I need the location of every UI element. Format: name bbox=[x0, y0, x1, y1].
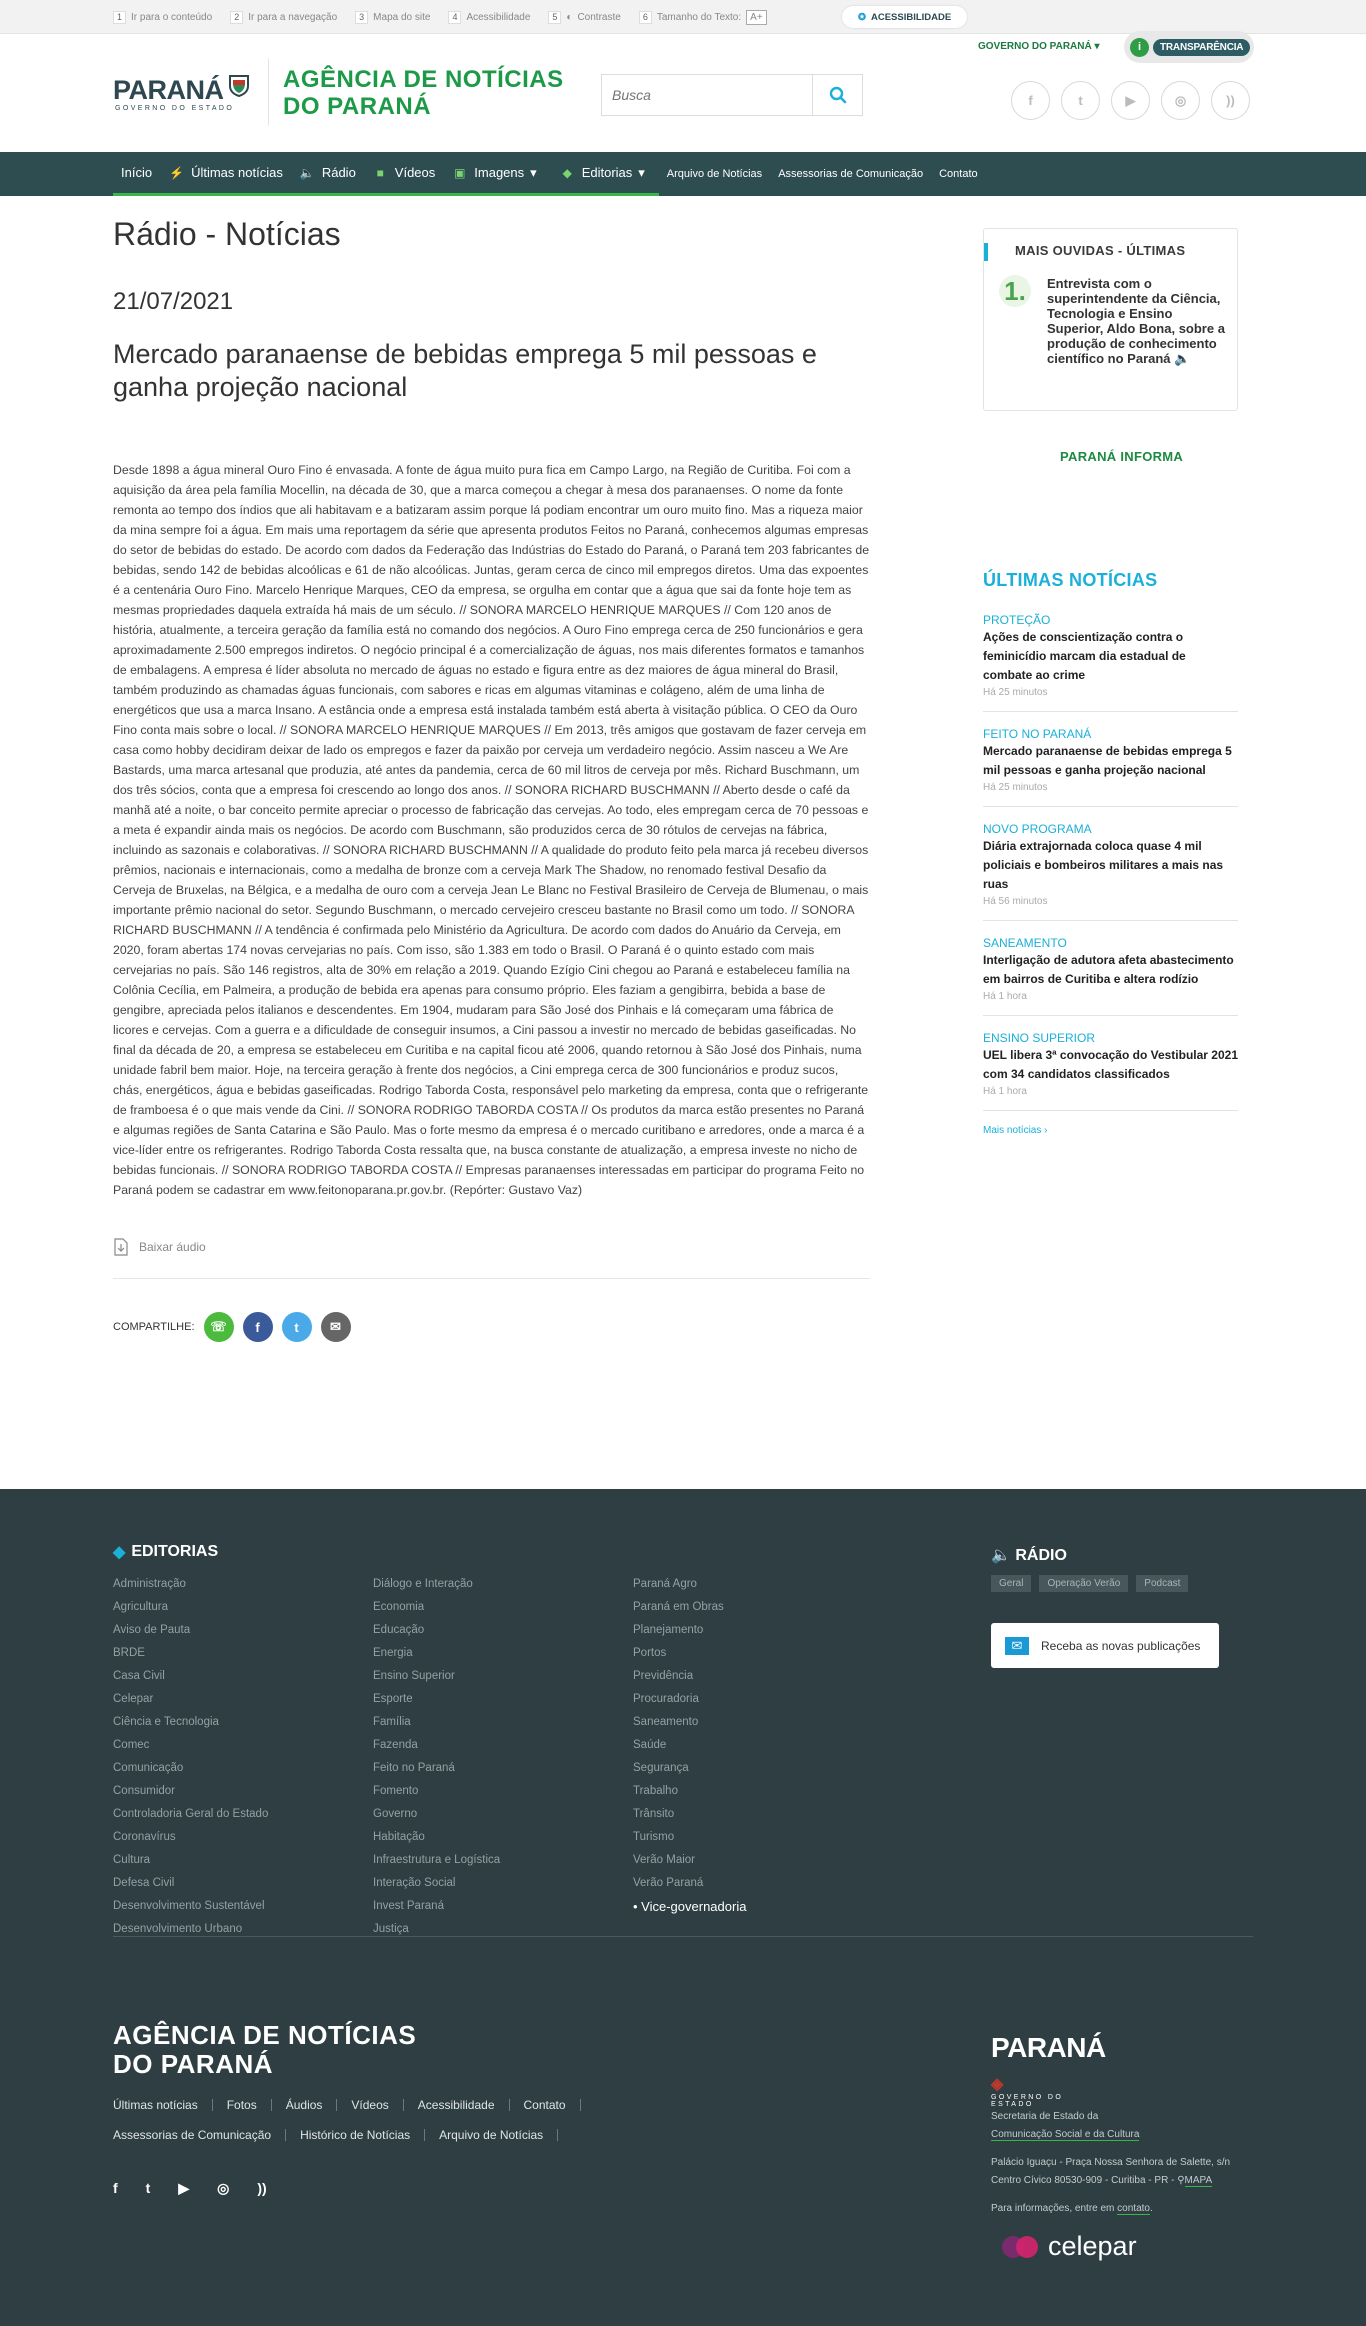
search-input[interactable] bbox=[602, 75, 812, 115]
editorias-heading bbox=[113, 1542, 218, 1562]
editoria-link[interactable]: Casa Civil bbox=[113, 1670, 165, 1682]
editoria-link[interactable]: Governo bbox=[373, 1808, 418, 1820]
rank-number: 1. bbox=[999, 275, 1031, 307]
article-date: 21/07/2021 bbox=[113, 288, 234, 315]
editoria-link[interactable]: BRDE bbox=[113, 1647, 145, 1659]
editoria-link[interactable]: Paraná em Obras bbox=[633, 1601, 724, 1613]
footer-link[interactable]: Fotos bbox=[227, 2099, 272, 2111]
editoria-link[interactable]: Coronavírus bbox=[113, 1831, 176, 1843]
news-title: Mercado paranaense de bebidas emprega 5 mil pessoas e ganha projeção nacional bbox=[983, 744, 1232, 777]
acc-item-label: Ir para o conteúdo bbox=[131, 11, 213, 23]
acessibilidade-button[interactable] bbox=[842, 6, 967, 28]
facebook-icon[interactable]: f bbox=[113, 2180, 118, 2196]
section-title: Rádio - Notícias bbox=[113, 216, 341, 252]
editoria-link[interactable]: Cultura bbox=[113, 1854, 151, 1866]
footer-gov-logo-word bbox=[991, 2032, 1106, 2096]
editoria-link[interactable]: Controladoria Geral do Estado bbox=[113, 1808, 269, 1820]
agency-title-line1: AGÊNCIA DE NOTÍCIAS bbox=[283, 66, 564, 93]
site-header bbox=[0, 34, 1366, 152]
editoria-link[interactable]: • Vice-governadoria bbox=[633, 1899, 747, 1914]
footer-parana-logo[interactable] bbox=[991, 2032, 1106, 2108]
editoria-link[interactable]: Turismo bbox=[633, 1831, 675, 1843]
editoria-link[interactable]: Justiça bbox=[373, 1923, 409, 1935]
map-link[interactable]: MAPA bbox=[1184, 2175, 1213, 2186]
editoria-link[interactable]: Família bbox=[373, 1716, 411, 1728]
news-category: FEITO NO PARANÁ bbox=[983, 727, 1092, 741]
editoria-link[interactable]: Diálogo e Interação bbox=[373, 1578, 473, 1590]
news-title: Ações de conscientização contra o feminicídio marcam dia estadual de combate ao crime bbox=[983, 630, 1186, 682]
news-time: Há 56 minutos bbox=[983, 896, 1048, 907]
editoria-link[interactable]: Defesa Civil bbox=[113, 1877, 175, 1889]
news-time: Há 25 minutos bbox=[983, 782, 1048, 793]
footer-link[interactable]: Vídeos bbox=[351, 2099, 403, 2111]
latest-news-title: ÚLTIMAS NOTÍCIAS bbox=[983, 570, 1158, 590]
nav-label: Início bbox=[121, 165, 153, 180]
map-pin-icon: ⚲ bbox=[1177, 2175, 1185, 2186]
facebook-share-icon[interactable]: f bbox=[243, 1312, 273, 1342]
info-icon: i bbox=[1130, 38, 1149, 57]
nav-label: Rádio bbox=[321, 165, 356, 180]
accessibility-icon: ✪ bbox=[858, 11, 866, 23]
logo-separator bbox=[268, 58, 269, 126]
footer-address bbox=[991, 2108, 1244, 2218]
nav-label: Vídeos bbox=[394, 165, 436, 180]
editoria-link[interactable]: Comunicação bbox=[113, 1762, 184, 1774]
governo-do-parana-dropdown[interactable] bbox=[978, 41, 1100, 52]
search-icon bbox=[829, 86, 847, 104]
editoria-link[interactable]: Planejamento bbox=[633, 1624, 704, 1636]
news-item[interactable] bbox=[983, 807, 1238, 921]
caret-down-icon: ▾ bbox=[638, 164, 645, 180]
acc-item-label: Acessibilidade bbox=[466, 11, 531, 23]
tags-icon: ◆ bbox=[562, 165, 572, 180]
agency-title-link[interactable] bbox=[283, 66, 564, 120]
shortcut-key: 2 bbox=[230, 11, 243, 24]
news-category: SANEAMENTO bbox=[983, 936, 1067, 950]
info-text: Para informações, entre em bbox=[991, 2203, 1115, 2214]
news-category: NOVO PROGRAMA bbox=[983, 822, 1092, 836]
news-title: Interligação de adutora afeta abastecimento em bairros de Curitiba e altera rodízio bbox=[983, 953, 1234, 986]
whatsapp-share-icon[interactable]: ☏ bbox=[204, 1312, 234, 1342]
news-category: ENSINO SUPERIOR bbox=[983, 1031, 1096, 1045]
accessibility-link[interactable] bbox=[448, 11, 530, 24]
nav-item-assessorias[interactable] bbox=[770, 152, 931, 196]
contact-link[interactable]: contato bbox=[1117, 2203, 1150, 2214]
editoria-link[interactable]: Paraná Agro bbox=[633, 1578, 697, 1590]
site-footer bbox=[0, 1489, 1366, 2326]
editoria-link[interactable]: Habitação bbox=[373, 1831, 425, 1843]
article bbox=[113, 214, 870, 1342]
editoria-link[interactable]: Procuradoria bbox=[633, 1693, 699, 1705]
accessibility-bar bbox=[0, 0, 1366, 34]
parana-gov-logo[interactable] bbox=[113, 43, 254, 115]
nav-item-inicio[interactable] bbox=[113, 152, 160, 196]
news-item[interactable] bbox=[983, 591, 1238, 712]
shortcut-key: 4 bbox=[448, 11, 461, 24]
shortcut-key: 3 bbox=[355, 11, 368, 24]
acessibilidade-label: ACESSIBILIDADE bbox=[870, 11, 952, 23]
gov-link-label: GOVERNO DO PARANÁ bbox=[978, 41, 1092, 52]
footer-link[interactable]: Acessibilidade bbox=[418, 2099, 510, 2111]
editorias-column-1 bbox=[113, 1573, 363, 1941]
editoria-link[interactable]: Previdência bbox=[633, 1670, 694, 1682]
news-time: Há 25 minutos bbox=[983, 687, 1048, 698]
editoria-link[interactable]: Verão Paraná bbox=[633, 1877, 704, 1889]
editoria-link[interactable]: Comec bbox=[113, 1739, 150, 1751]
nav-item-videos[interactable] bbox=[364, 152, 443, 196]
editoria-link[interactable]: Fomento bbox=[373, 1785, 419, 1797]
most-heard-title: MAIS OUVIDAS - ÚLTIMAS bbox=[984, 243, 1185, 261]
agency-title-line2: DO PARANÁ bbox=[283, 93, 432, 120]
address-line3: Palácio Iguaçu - Praça Nossa Senhora de Salette, s/n bbox=[991, 2157, 1231, 2168]
footer-links-row1 bbox=[113, 2099, 595, 2111]
image-icon: ▣ bbox=[454, 165, 466, 180]
editoria-link[interactable]: Celepar bbox=[113, 1693, 154, 1705]
news-title: UEL libera 3ª convocação do Vestibular 2021 com 34 candidatos classificados bbox=[983, 1048, 1238, 1081]
instagram-icon[interactable]: ◎ bbox=[217, 2180, 230, 2196]
footer-agency-line2: DO PARANÁ bbox=[113, 2049, 274, 2079]
shortcut-key: 6 bbox=[639, 11, 652, 24]
editorias-column-3 bbox=[633, 1573, 883, 1918]
news-time: Há 1 hora bbox=[983, 991, 1027, 1002]
editoria-link[interactable]: Invest Paraná bbox=[373, 1900, 444, 1912]
footer-gov-logo-sub: GOVERNO DO ESTADO bbox=[991, 2094, 1064, 2108]
editorias-title: EDITORIAS bbox=[131, 1543, 219, 1560]
nav-item-arquivo[interactable] bbox=[659, 152, 770, 196]
twitter-icon[interactable]: t bbox=[1061, 81, 1100, 120]
editoria-link[interactable]: Interação Social bbox=[373, 1877, 456, 1889]
shortcut-key: 5 bbox=[548, 11, 561, 24]
share-label: COMPARTILHE: bbox=[113, 1321, 195, 1333]
footer-link[interactable]: Últimas notícias bbox=[113, 2099, 213, 2111]
editoria-link[interactable]: Verão Maior bbox=[633, 1854, 696, 1866]
nav-label: Últimas notícias bbox=[191, 165, 283, 180]
nav-label: Assessorias de Comunicação bbox=[778, 168, 924, 180]
radio-tag[interactable]: Operação Verão bbox=[1039, 1575, 1128, 1592]
editoria-link[interactable]: Economia bbox=[373, 1601, 425, 1613]
news-item[interactable] bbox=[983, 1016, 1238, 1111]
speaker-icon: 🔈 bbox=[991, 1547, 1011, 1564]
lightning-icon: ⚡ bbox=[169, 165, 185, 180]
footer-link[interactable]: Contato bbox=[524, 2099, 581, 2111]
contrast-icon: ◐ bbox=[566, 11, 573, 23]
editoria-link[interactable]: Agricultura bbox=[113, 1601, 168, 1613]
editoria-link[interactable]: Desenvolvimento Urbano bbox=[113, 1923, 243, 1935]
twitter-share-icon[interactable]: t bbox=[282, 1312, 312, 1342]
accessibility-links bbox=[113, 0, 767, 34]
radio-tag[interactable]: Podcast bbox=[1136, 1575, 1188, 1592]
editoria-link[interactable]: Saneamento bbox=[633, 1716, 699, 1728]
address-line4-row bbox=[991, 2172, 1244, 2190]
speaker-icon: 🔈 bbox=[299, 165, 315, 180]
celepar-logo[interactable] bbox=[1002, 2231, 1137, 2262]
editoria-link[interactable]: Feito no Paraná bbox=[373, 1762, 455, 1774]
acc-item-label: Contraste bbox=[577, 11, 621, 23]
editoria-link[interactable]: Trânsito bbox=[633, 1808, 675, 1820]
nav-item-editorias[interactable] bbox=[545, 152, 659, 196]
nav-label: Arquivo de Notícias bbox=[666, 168, 763, 180]
editoria-link[interactable]: Infraestrutura e Logística bbox=[373, 1854, 501, 1866]
increase-text-button[interactable]: A+ bbox=[746, 10, 767, 25]
download-audio-link[interactable] bbox=[113, 1238, 870, 1256]
nav-item-radio[interactable] bbox=[291, 152, 364, 196]
nav-label: Contato bbox=[939, 168, 978, 180]
transparency-label: TRANSPARÊNCIA bbox=[1153, 39, 1250, 56]
subscribe-label: Receba as novas publicações bbox=[1041, 1638, 1201, 1653]
acc-item-label: Ir para a navegação bbox=[248, 11, 338, 23]
celepar-mark-icon bbox=[1002, 2235, 1042, 2259]
editoria-link[interactable]: Educação bbox=[373, 1624, 425, 1636]
caret-down-icon: ▾ bbox=[530, 164, 537, 180]
envelope-icon: ✉ bbox=[1005, 1637, 1029, 1655]
footer-agency-line1: AGÊNCIA DE NOTÍCIAS bbox=[113, 2020, 417, 2050]
footer-link[interactable]: Arquivo de Notícias bbox=[439, 2129, 558, 2141]
more-news-link[interactable]: Mais notícias › bbox=[983, 1125, 1048, 1136]
address-line4: Centro Cívico 80530-909 - Curitiba - PR - bbox=[991, 2175, 1175, 2186]
footer-links-row2 bbox=[113, 2129, 572, 2141]
download-file-icon bbox=[113, 1238, 129, 1256]
footer-agency-title bbox=[113, 2021, 416, 2079]
news-category: PROTEÇÃO bbox=[983, 613, 1051, 627]
most-heard-item[interactable] bbox=[1047, 276, 1231, 366]
rss-icon[interactable]: )) bbox=[257, 2180, 267, 2196]
editoria-link[interactable]: Esporte bbox=[373, 1693, 413, 1705]
article-divider bbox=[113, 1278, 870, 1279]
address-line1: Secretaria de Estado da bbox=[991, 2111, 1099, 2122]
coat-of-arms-icon: ◈ bbox=[991, 2076, 1003, 2093]
search-box bbox=[601, 74, 863, 116]
editoria-link[interactable]: Administração bbox=[113, 1578, 186, 1590]
parana-informa-logo[interactable]: PARANÁ INFORMA bbox=[1060, 449, 1184, 464]
speaker-icon: 🔈 bbox=[1174, 351, 1191, 366]
news-item[interactable] bbox=[983, 712, 1238, 807]
article-body: Desde 1898 a água mineral Ouro Fino é envasada. A fonte de água muito pura fica em Campo Largo, na Região de Curitiba. Foi com a aquisição da área pela família Mocellin, na década de 30, que a marca começou a chegar à mesa dos paranaenses. O nome da fonte remonta ao tempo dos índios que ali habitavam e a batizaram assim porque lá podiam encontrar um ouro muito fino. Mas a riqueza maior da mina sempre foi a água. Em mais uma reportagem da série que apresenta produtos Feitos no Paraná, conhecemos algumas empresas do setor de bebidas do estado. De acordo com dados da Federação das Indústrias do Estado do Paraná, o Paraná tem 203 fabricantes de bebidas, sendo 142 de bebidas alcoólicas e 61 de não alcoólicas. Juntas, geram cerca de cinco mil empregos diretos. Uma das expoentes é a centenária Ouro Fino. Marcelo Henrique Marques, CEO da empresa, se orgulha em contar que a água que sai da fonte hoje tem as mesmas propriedades daquela extraída há mais de um século. // SONORA MARCELO HENRIQUE MARQUES // Com 120 anos de história, atualmente, a terceira geração da família está no comando dos negócios. A Ouro Fino emprega cerca de 250 funcionários e gera aproximadamente 2.500 empregos indiretos. O negócio principal é a comercialização de águas, nos mais diferentes formatos e tamanhos de embalagens. A empresa é líder absoluta no mercado de águas no estado e figura entre as dez maiores de água mineral do Brasil, também produzindo as chamadas águas funcionais, com sabores e ricas em algumas vitaminas e colágeno, além de uma linha de energéticos que usa a marca Insano. A estância onde a empresa está instalada também está aberta à visitação pública. O CEO da Ouro Fino conta mais sobre o local. // SONORA MARCELO HENRIQUE MARQUES // Em 2013, três amigos que gostavam de fazer cerveja em casa como hobby decidiram deixar de lado os empregos e fazer da paixão por cerveja um verdadeiro negócio. Assim nasceu a We Are Bastards, uma marca artesanal que produzia, até antes da pandemia, cerca de 60 mil litros de cerveja por mês. Richard Buschmann, um dos três sócios, conta que a empresa foi crescendo ao longo dos anos. // SONORA RICHARD BUSCHMANN // Aberto desde o café da manhã até a noite, o bar conceito permite apreciar o processo de fabricação das cervejas. Ao todo, eles empregam cerca de 70 pessoas e a meta é expandir ainda mais os negócios. De acordo com Buschmann, são produzidos cerca de 30 rótulos de cervejas na fábrica, incluindo as sazonais e colaborativas. // SONORA RICHARD BUSCHMANN // A qualidade do produto feito pela marca já recebeu diversos prêmios, nacionais e internacionais, como a medalha de bronze com a cerveja Mark The Shadow, no renomado festival Desafio da Cerveja de Bruxelas, na Bélgica, e a medalha de ouro com a cerveja Jean Le Blanc no Festival Brasileiro de Cerveja de Blumenau, o mais importante prêmio nacional do setor. Segundo Buschmann, o mercado cervejeiro cresceu bastante no Brasil como um todo. // SONORA RICHARD BUSCHMANN // A tendência é confirmada pelo Ministério da Agricultura. De acordo com dados do Anuário da Cerveja, em 2020, foram abertas 174 novas cervejarias no país. Com isso, são 1.383 em todo o Brasil. O Paraná é o quinto estado com mais cervejarias no país. São 146 registros, alta de 30% em relação a 2019. Quando Ezígio Cini chegou ao Paraná e estabeleceu família na Colônia Cecília, em Palmeira, a produção de bebida era apenas para consumo próprio. Eles faziam a gengibirra, bebida a base de gengibre, apreciada pelos italianos e descendentes. Em 1904, mudaram para São José dos Pinhais e lá começaram uma fábrica de licores e cervejas. Com a guerra e a dificuldade de conseguir insumos, a Cini passou a investir no mercado de bebidas gaseificadas. No final da década de 20, a empresa se estabeleceu em Curitiba e na capital ficou até 2006, quando retornou à São José dos Pinhais, numa unidade fabril bem maior. Hoje, na terceira geração à frente dos negócios, a Cini emprega cerca de 300 funcionários e produz sucos, chás, energéticos, água e bebidas gaseificadas. Rodrigo Taborda Costa, responsável pelo marketing da empresa, conta que o refrigerante de framboesa é o que mais vende da Cini. // SONORA RODRIGO TABORDA COSTA // Os produtos da marca estão presentes no Paraná e algumas regiões de Santa Catarina e São Paulo. Mas o forte mesmo da empresa é o mercado curitibano e arredores, onde a marca é a vice-líder entre os refrigerantes. Rodrigo Taborda Costa ressalta que, na busca constante de atualização, a empresa investe no nicho de bebidas funcionais. // SONORA RODRIGO TABORDA COSTA // Empresas paranaenses interessadas em participar do programa Feito no Paraná podem se cadastrar em www.feitonoparana.pr.gov.br. (Repórter: Gustavo Vaz) bbox=[113, 463, 870, 1197]
email-share-icon[interactable]: ✉ bbox=[321, 1312, 351, 1342]
acc-item-label: Tamanho do Texto: bbox=[656, 11, 742, 23]
download-label: Baixar áudio bbox=[139, 1240, 206, 1254]
rss-icon[interactable]: )) bbox=[1211, 81, 1250, 120]
twitter-icon[interactable]: t bbox=[145, 2180, 151, 2196]
caret-down-icon: ▾ bbox=[1094, 41, 1100, 52]
news-time: Há 1 hora bbox=[983, 1086, 1027, 1097]
radio-tag[interactable]: Geral bbox=[991, 1575, 1031, 1592]
editoria-link[interactable]: Energia bbox=[373, 1647, 413, 1659]
contrast-toggle[interactable] bbox=[548, 11, 620, 24]
transparency-button[interactable] bbox=[1124, 31, 1254, 63]
editoria-link[interactable]: Desenvolvimento Sustentável bbox=[113, 1900, 265, 1912]
header-social-links bbox=[1011, 81, 1250, 120]
footer-divider bbox=[113, 1936, 1253, 1937]
article-title: Mercado paranaense de bebidas emprega 5 mil pessoas e ganha projeção nacional bbox=[113, 339, 817, 402]
editoria-link[interactable]: Portos bbox=[633, 1647, 667, 1659]
footer-gov-word: PARANÁ bbox=[991, 2032, 1106, 2063]
info-row: Para informações, entre em contato. bbox=[991, 2203, 1153, 2214]
nav-item-imagens[interactable] bbox=[443, 152, 544, 196]
radio-heading bbox=[991, 1545, 1067, 1565]
skip-to-content-link[interactable] bbox=[113, 11, 212, 24]
tag-icon: ◆ bbox=[113, 1544, 126, 1561]
address-line2[interactable]: Comunicação Social e da Cultura bbox=[991, 2129, 1140, 2140]
editoria-link[interactable]: Consumidor bbox=[113, 1785, 175, 1797]
video-camera-icon: ■ bbox=[376, 165, 384, 180]
coat-of-arms-icon bbox=[228, 73, 250, 97]
acc-item-label: Mapa do site bbox=[373, 11, 431, 23]
footer-social-links bbox=[113, 2180, 267, 2197]
youtube-icon[interactable]: ▶ bbox=[1111, 81, 1150, 120]
footer-link[interactable]: Histórico de Notícias bbox=[300, 2129, 425, 2141]
facebook-icon[interactable]: f bbox=[1011, 81, 1050, 120]
news-title: Diária extrajornada coloca quase 4 mil policiais e bombeiros militares a mais nas ruas bbox=[983, 839, 1224, 891]
footer-link[interactable]: Assessorias de Comunicação bbox=[113, 2129, 286, 2141]
celepar-word: celepar bbox=[1048, 2231, 1137, 2261]
editoria-link[interactable]: Ciência e Tecnologia bbox=[113, 1716, 219, 1728]
text-size-control bbox=[639, 10, 767, 25]
nav-label: Editorias bbox=[581, 165, 633, 180]
main-nav bbox=[0, 152, 1366, 196]
nav-items bbox=[113, 152, 986, 196]
nav-item-ultimas-noticias[interactable] bbox=[160, 152, 291, 196]
gov-logo-word: PARANÁ bbox=[113, 75, 224, 105]
shortcut-key: 1 bbox=[113, 11, 126, 24]
instagram-icon[interactable]: ◎ bbox=[1161, 81, 1200, 120]
radio-tags bbox=[991, 1575, 1188, 1592]
youtube-icon[interactable]: ▶ bbox=[178, 2180, 190, 2196]
search-button[interactable] bbox=[812, 75, 862, 115]
footer-link[interactable]: Áudios bbox=[286, 2099, 338, 2111]
news-item[interactable] bbox=[983, 921, 1238, 1016]
skip-to-navigation-link[interactable] bbox=[230, 11, 337, 24]
latest-news bbox=[983, 570, 1238, 1136]
most-heard-item-text: Entrevista com o superintendente da Ciência, Tecnologia e Ensino Superior, Aldo Bona, sobre a produção de conhecimento científico no Paraná bbox=[1047, 276, 1225, 366]
editoria-link[interactable]: Saúde bbox=[633, 1739, 667, 1751]
gov-logo-sub: GOVERNO DO ESTADO bbox=[115, 105, 235, 112]
nav-label: Imagens bbox=[474, 165, 525, 180]
editoria-link[interactable]: Segurança bbox=[633, 1762, 689, 1774]
editoria-link[interactable]: Ensino Superior bbox=[373, 1670, 455, 1682]
editorias-column-2 bbox=[373, 1573, 623, 1941]
nav-item-contato[interactable] bbox=[931, 152, 986, 196]
sitemap-link[interactable] bbox=[355, 11, 430, 24]
most-heard-box bbox=[983, 228, 1238, 411]
editoria-link[interactable]: Aviso de Pauta bbox=[113, 1624, 191, 1636]
editoria-link[interactable]: Trabalho bbox=[633, 1785, 678, 1797]
subscribe-button[interactable] bbox=[991, 1623, 1219, 1668]
radio-title: RÁDIO bbox=[1015, 1547, 1067, 1564]
editoria-link[interactable]: Fazenda bbox=[373, 1739, 418, 1751]
share-bar bbox=[113, 1312, 870, 1342]
